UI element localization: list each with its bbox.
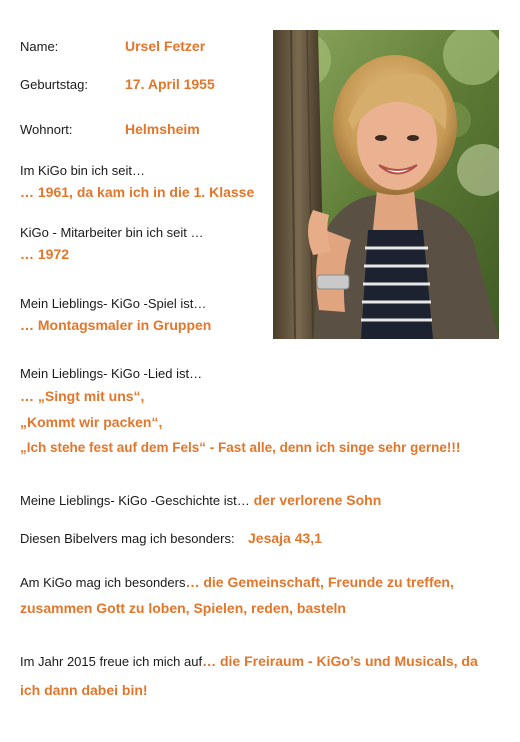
birthday-value: 17. April 1955: [125, 76, 215, 92]
likes-row: [20, 574, 454, 590]
year-2015-row: [20, 653, 478, 669]
favorite-song-line-2: „Kommt wir packen“,: [20, 414, 163, 430]
favorite-story-row: [20, 492, 381, 508]
staff-since-value: … 1972: [20, 246, 70, 262]
year-2015-value-line-2: ich dann dabei bin!: [20, 682, 148, 698]
bible-verse-label: Diesen Bibelvers mag ich besonders:: [20, 531, 235, 546]
favorite-song-label: Mein Lieblings- KiGo -Lied ist…: [20, 366, 203, 381]
portrait-illustration: [273, 30, 499, 339]
likes-value-line-1: … die Gemeinschaft, Freunde zu treffen,: [185, 574, 454, 590]
likes-value-line-2: zusammen Gott zu loben, Spielen, reden, basteln: [20, 600, 346, 616]
kigo-since-label: Im KiGo bin ich seit…: [20, 163, 145, 178]
year-2015-label: Im Jahr 2015 freue ich mich auf: [20, 654, 203, 669]
staff-since-label: KiGo - Mitarbeiter bin ich seit …: [20, 225, 204, 240]
residence-label: Wohnort:: [20, 122, 73, 137]
kigo-since-value: … 1961, da kam ich in die 1. Klasse: [20, 184, 255, 200]
favorite-song-line-3: „Ich stehe fest auf dem Fels“ - Fast alle, denn ich singe sehr gerne!!!: [20, 440, 461, 455]
portrait-photo: [273, 30, 499, 339]
name-label: Name:: [20, 39, 59, 54]
year-2015-value-line-1: … die Freiraum - KiGo’s und Musicals, da: [202, 653, 478, 669]
favorite-story-value: der verlorene Sohn: [249, 492, 382, 508]
name-value: Ursel Fetzer: [125, 38, 206, 54]
likes-label: Am KiGo mag ich besonders: [20, 575, 186, 590]
favorite-game-label: Mein Lieblings- KiGo -Spiel ist…: [20, 296, 207, 311]
bible-verse-value: Jesaja 43,1: [248, 530, 322, 546]
favorite-song-line-1: … „Singt mit uns“,: [20, 388, 145, 404]
residence-value: Helmsheim: [125, 121, 200, 137]
favorite-story-label: Meine Lieblings- KiGo -Geschichte ist…: [20, 493, 250, 508]
birthday-label: Geburtstag:: [20, 77, 88, 92]
favorite-game-value: … Montagsmaler in Gruppen: [20, 317, 212, 333]
